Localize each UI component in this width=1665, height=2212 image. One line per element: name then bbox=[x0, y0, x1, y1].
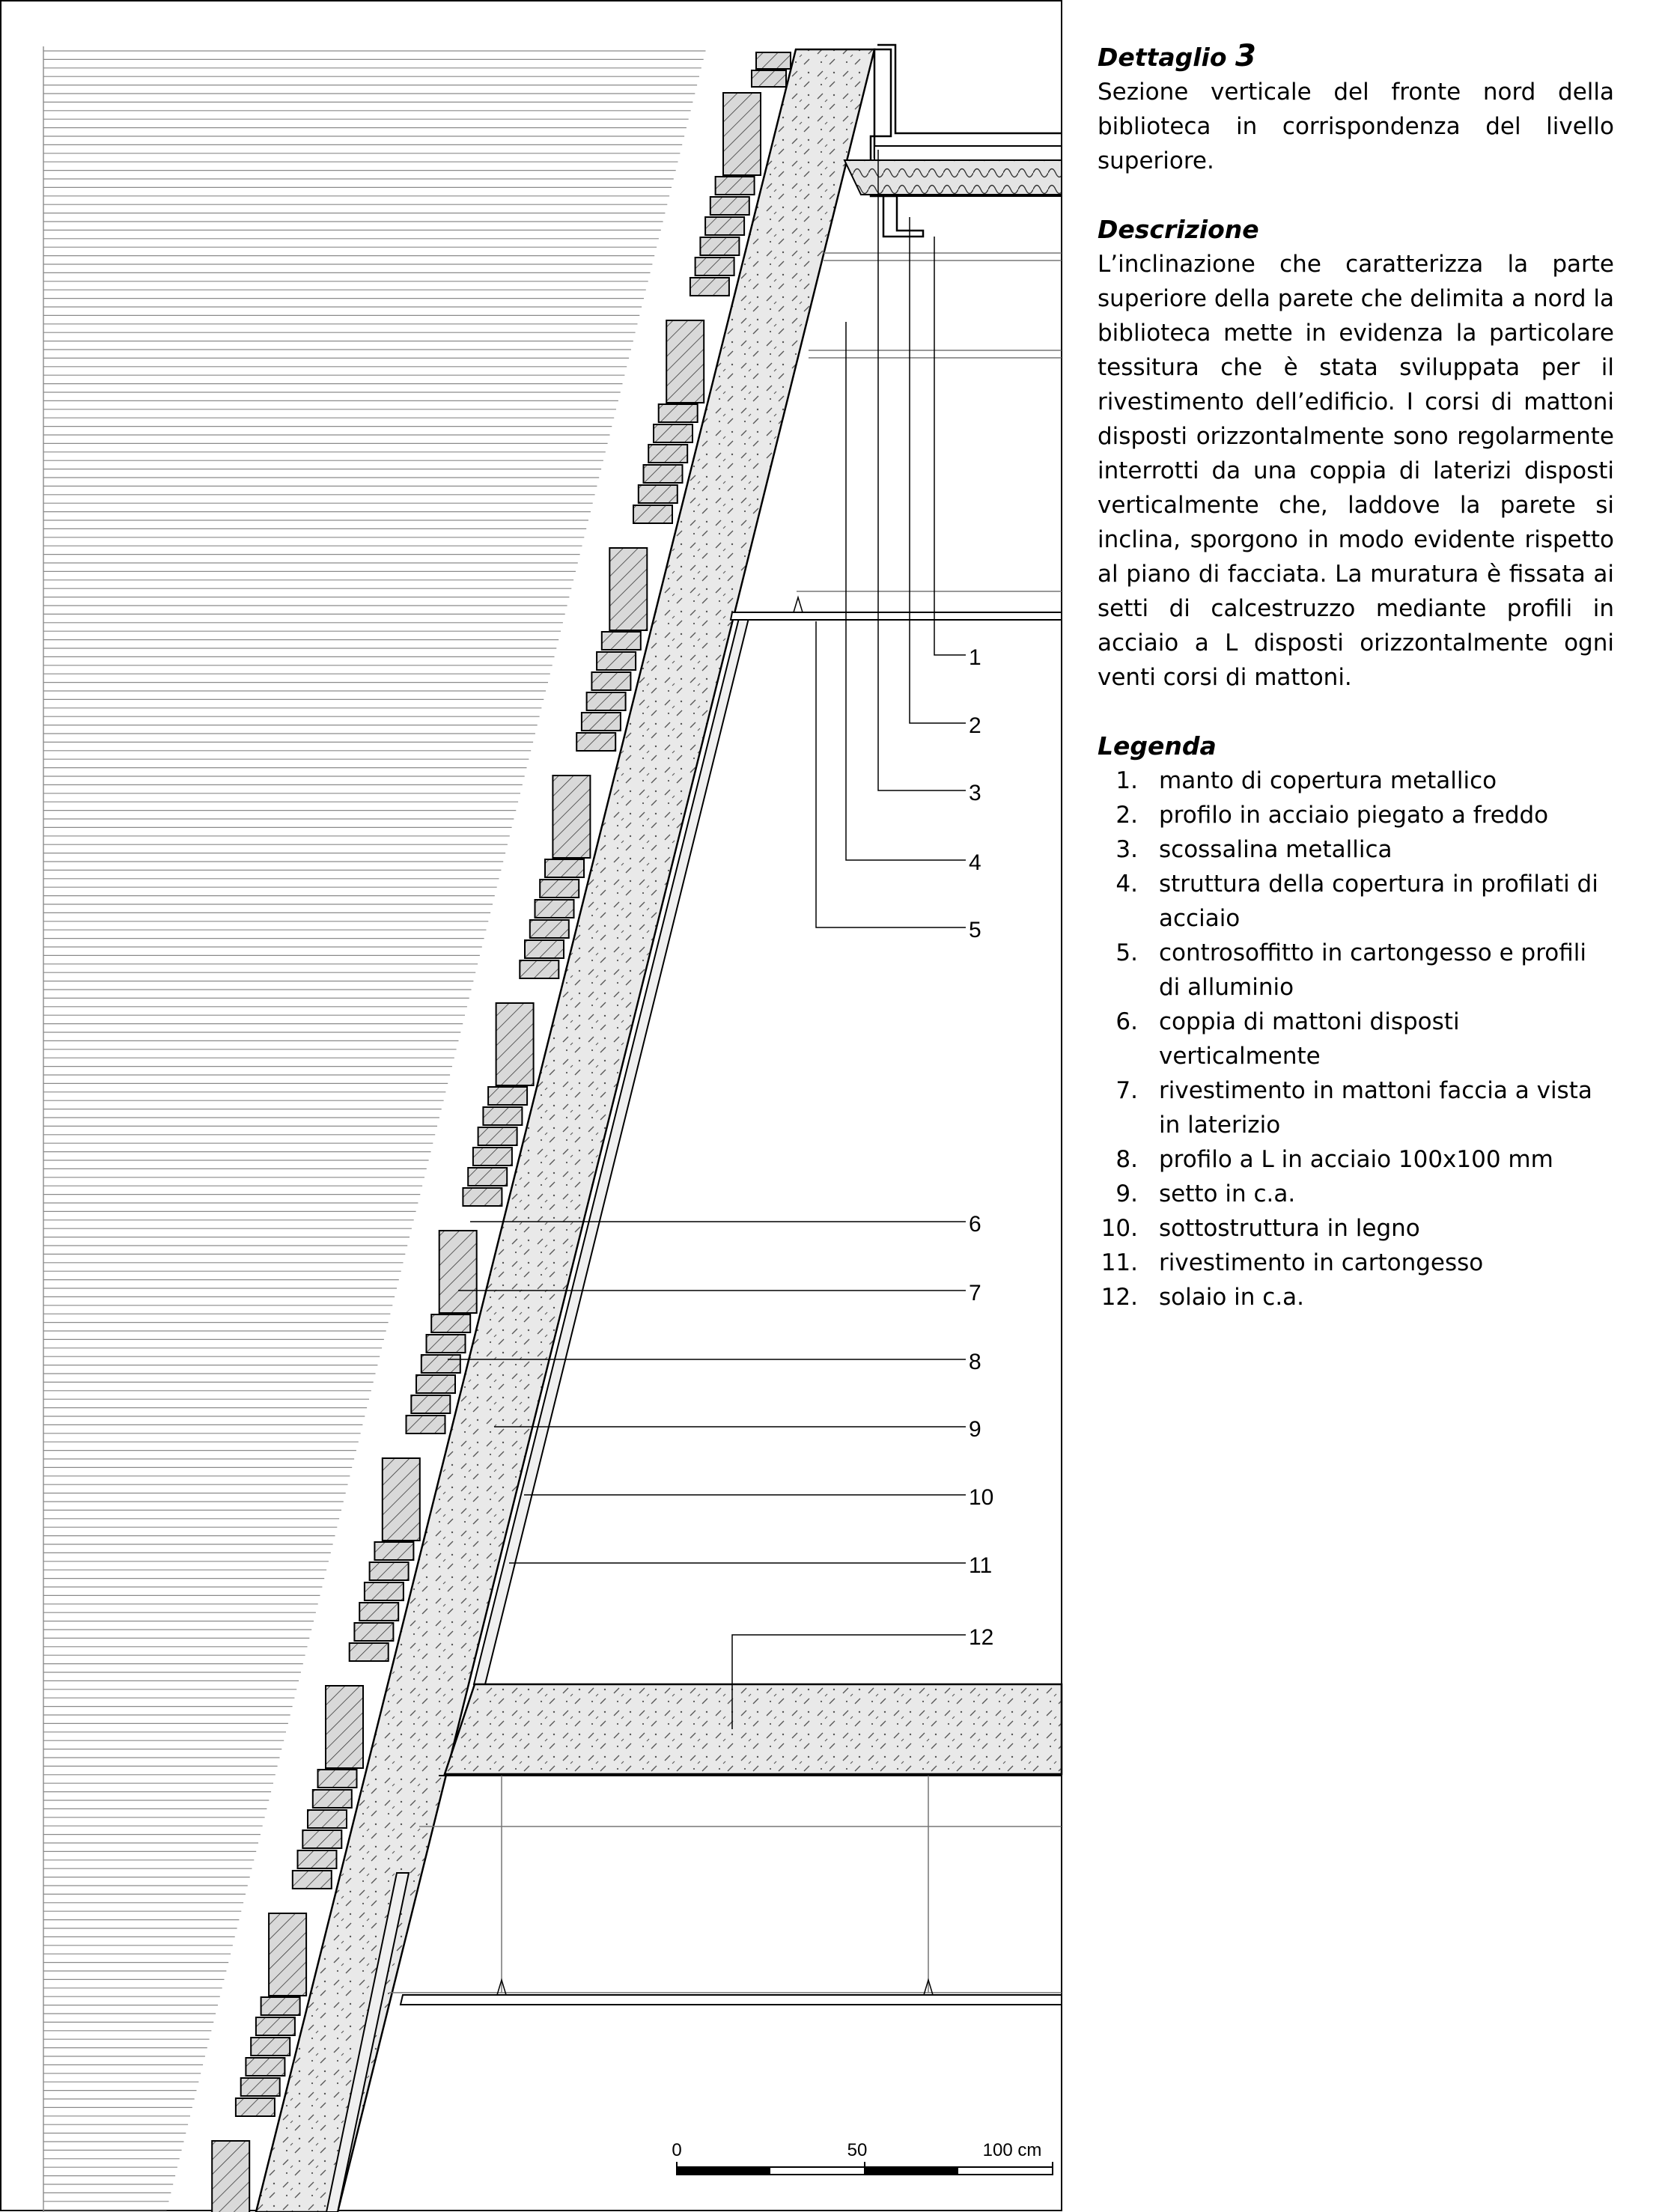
brick bbox=[302, 1830, 341, 1848]
detail-block bbox=[1098, 39, 1614, 178]
brick bbox=[256, 2017, 295, 2035]
brick bbox=[488, 1087, 527, 1105]
brick bbox=[540, 880, 579, 898]
brick bbox=[411, 1395, 450, 1413]
brick bbox=[236, 2098, 275, 2116]
brick bbox=[293, 1871, 332, 1889]
brick bbox=[756, 52, 791, 69]
description-block bbox=[1098, 213, 1614, 695]
brick bbox=[318, 1770, 357, 1788]
brick bbox=[354, 1623, 393, 1641]
vertical-brick-pair bbox=[666, 320, 704, 403]
brick bbox=[298, 1850, 337, 1868]
brick bbox=[463, 1188, 502, 1206]
brick bbox=[602, 632, 641, 650]
brick bbox=[597, 652, 636, 670]
legend-block bbox=[1098, 729, 1614, 1314]
brick bbox=[545, 859, 584, 877]
concrete-slab bbox=[445, 1684, 1062, 1774]
legend-item: 6. coppia di mattoni disposti verticalmente bbox=[1115, 1008, 1460, 1070]
brick bbox=[639, 485, 678, 503]
vertical-brick-pair bbox=[326, 1686, 363, 1768]
brick bbox=[525, 940, 564, 958]
brick bbox=[374, 1542, 413, 1560]
brick bbox=[370, 1562, 409, 1580]
brick bbox=[478, 1127, 517, 1145]
vertical-brick-pair bbox=[212, 2141, 249, 2212]
callout-5: 5 bbox=[969, 918, 981, 942]
callout-3: 3 bbox=[969, 781, 981, 805]
legend-item: 3. scossalina metallica bbox=[1115, 836, 1392, 863]
callout-6: 6 bbox=[969, 1212, 981, 1237]
legend-item: 12. solaio in c.a. bbox=[1101, 1284, 1305, 1311]
brick bbox=[520, 960, 558, 978]
text-panel bbox=[1098, 39, 1614, 1314]
brick bbox=[535, 900, 574, 918]
brick bbox=[659, 404, 698, 422]
brick bbox=[416, 1375, 455, 1393]
legend-item: 7. rivestimento in mattoni faccia a vista in laterizio bbox=[1115, 1077, 1592, 1139]
brick bbox=[716, 177, 755, 195]
vertical-brick-pair bbox=[383, 1458, 420, 1541]
brick bbox=[576, 733, 615, 751]
brick bbox=[654, 424, 693, 442]
brick bbox=[308, 1810, 347, 1828]
vertical-brick-pair bbox=[496, 1003, 534, 1085]
brick bbox=[350, 1643, 389, 1661]
legend-item: 11. rivestimento in cartongesso bbox=[1101, 1249, 1484, 1276]
detail-heading: Dettaglio 3 bbox=[1098, 39, 1256, 73]
description-text: L’inclinazione che caratterizza la parte superiore della parete che delimita a nord la biblioteca mette in evidenza la particolare tessitura che è stata sviluppata per il rivestimento dell’edificio. I corsi di mattoni disposti orizzontalmente sono regolarmente interrotti da una coppia di laterizi disposti verticalmente che, laddove la parete si inclina, sporgono in modo evidente rispetto al piano di facciata. La muratura è fissata ai setti di calcestruzzo mediante profili in acciaio a L disposti orizzontalmente ogni venti corsi di mattoni. bbox=[1098, 251, 1614, 691]
brick bbox=[427, 1335, 466, 1353]
detail-subtitle: Sezione verticale del fronte nord della biblioteca in corrispondenza del livello superiore. bbox=[1098, 79, 1614, 174]
brick bbox=[690, 278, 729, 296]
scale-tick-50: 50 bbox=[847, 2140, 868, 2160]
brick bbox=[241, 2078, 280, 2096]
legend-item: 2. profilo in acciaio piegato a freddo bbox=[1115, 802, 1549, 829]
scale-tick-0: 0 bbox=[672, 2140, 682, 2160]
brick bbox=[633, 505, 672, 523]
brick bbox=[359, 1603, 398, 1621]
brick bbox=[695, 258, 734, 275]
brick bbox=[644, 465, 683, 483]
callout-10: 10 bbox=[969, 1485, 994, 1510]
lower-ceiling bbox=[389, 1776, 1062, 2005]
legend-item: 4. struttura della copertura in profilati di acciaio bbox=[1115, 871, 1598, 932]
brick bbox=[365, 1582, 404, 1600]
brick bbox=[648, 445, 687, 463]
brick bbox=[261, 1997, 300, 2015]
legend-heading: Legenda bbox=[1098, 731, 1217, 761]
brick bbox=[700, 237, 739, 255]
brick bbox=[582, 713, 621, 731]
callout-12: 12 bbox=[969, 1625, 994, 1650]
legend-list bbox=[1098, 764, 1614, 1314]
brick bbox=[587, 692, 626, 710]
vertical-brick-pair bbox=[723, 93, 761, 175]
vertical-brick-pair bbox=[439, 1231, 477, 1313]
legend-item: 1. manto di copertura metallico bbox=[1115, 767, 1497, 794]
brick bbox=[705, 217, 744, 235]
legend-item: 10. sottostruttura in legno bbox=[1101, 1215, 1420, 1242]
legend-item: 5. controsoffitto in cartongesso e profili di alluminio bbox=[1115, 939, 1586, 1001]
vertical-brick-pair bbox=[609, 548, 647, 630]
plasterboard-lining bbox=[474, 618, 749, 1684]
description-heading: Descrizione bbox=[1098, 215, 1259, 244]
brick bbox=[407, 1416, 445, 1433]
callout-1: 1 bbox=[969, 645, 981, 670]
brick bbox=[468, 1168, 507, 1186]
callout-7: 7 bbox=[969, 1281, 981, 1305]
brick bbox=[421, 1355, 460, 1373]
scale-tick-100: 100 cm bbox=[982, 2140, 1042, 2160]
brick bbox=[473, 1148, 512, 1166]
vertical-brick-pair bbox=[553, 776, 590, 858]
callout-labels bbox=[969, 645, 993, 1650]
brick bbox=[710, 197, 749, 215]
callout-2: 2 bbox=[969, 713, 981, 738]
brick bbox=[313, 1790, 352, 1808]
callout-11: 11 bbox=[969, 1553, 993, 1578]
brick bbox=[752, 70, 786, 87]
brick bbox=[246, 2058, 284, 2076]
vertical-brick-pair bbox=[269, 1913, 306, 1996]
concrete-wall bbox=[256, 49, 874, 2212]
legend-item: 9. setto in c.a. bbox=[1115, 1180, 1296, 1207]
brick bbox=[591, 672, 630, 690]
brick bbox=[483, 1107, 522, 1125]
scale-bar bbox=[672, 2140, 1053, 2175]
callout-8: 8 bbox=[969, 1350, 981, 1374]
brick bbox=[251, 2038, 290, 2056]
brick bbox=[530, 920, 569, 938]
brick bbox=[431, 1314, 470, 1332]
callout-4: 4 bbox=[969, 850, 981, 875]
callout-9: 9 bbox=[969, 1417, 981, 1442]
legend-item: 8. profilo a L in acciaio 100x100 mm bbox=[1115, 1146, 1553, 1173]
